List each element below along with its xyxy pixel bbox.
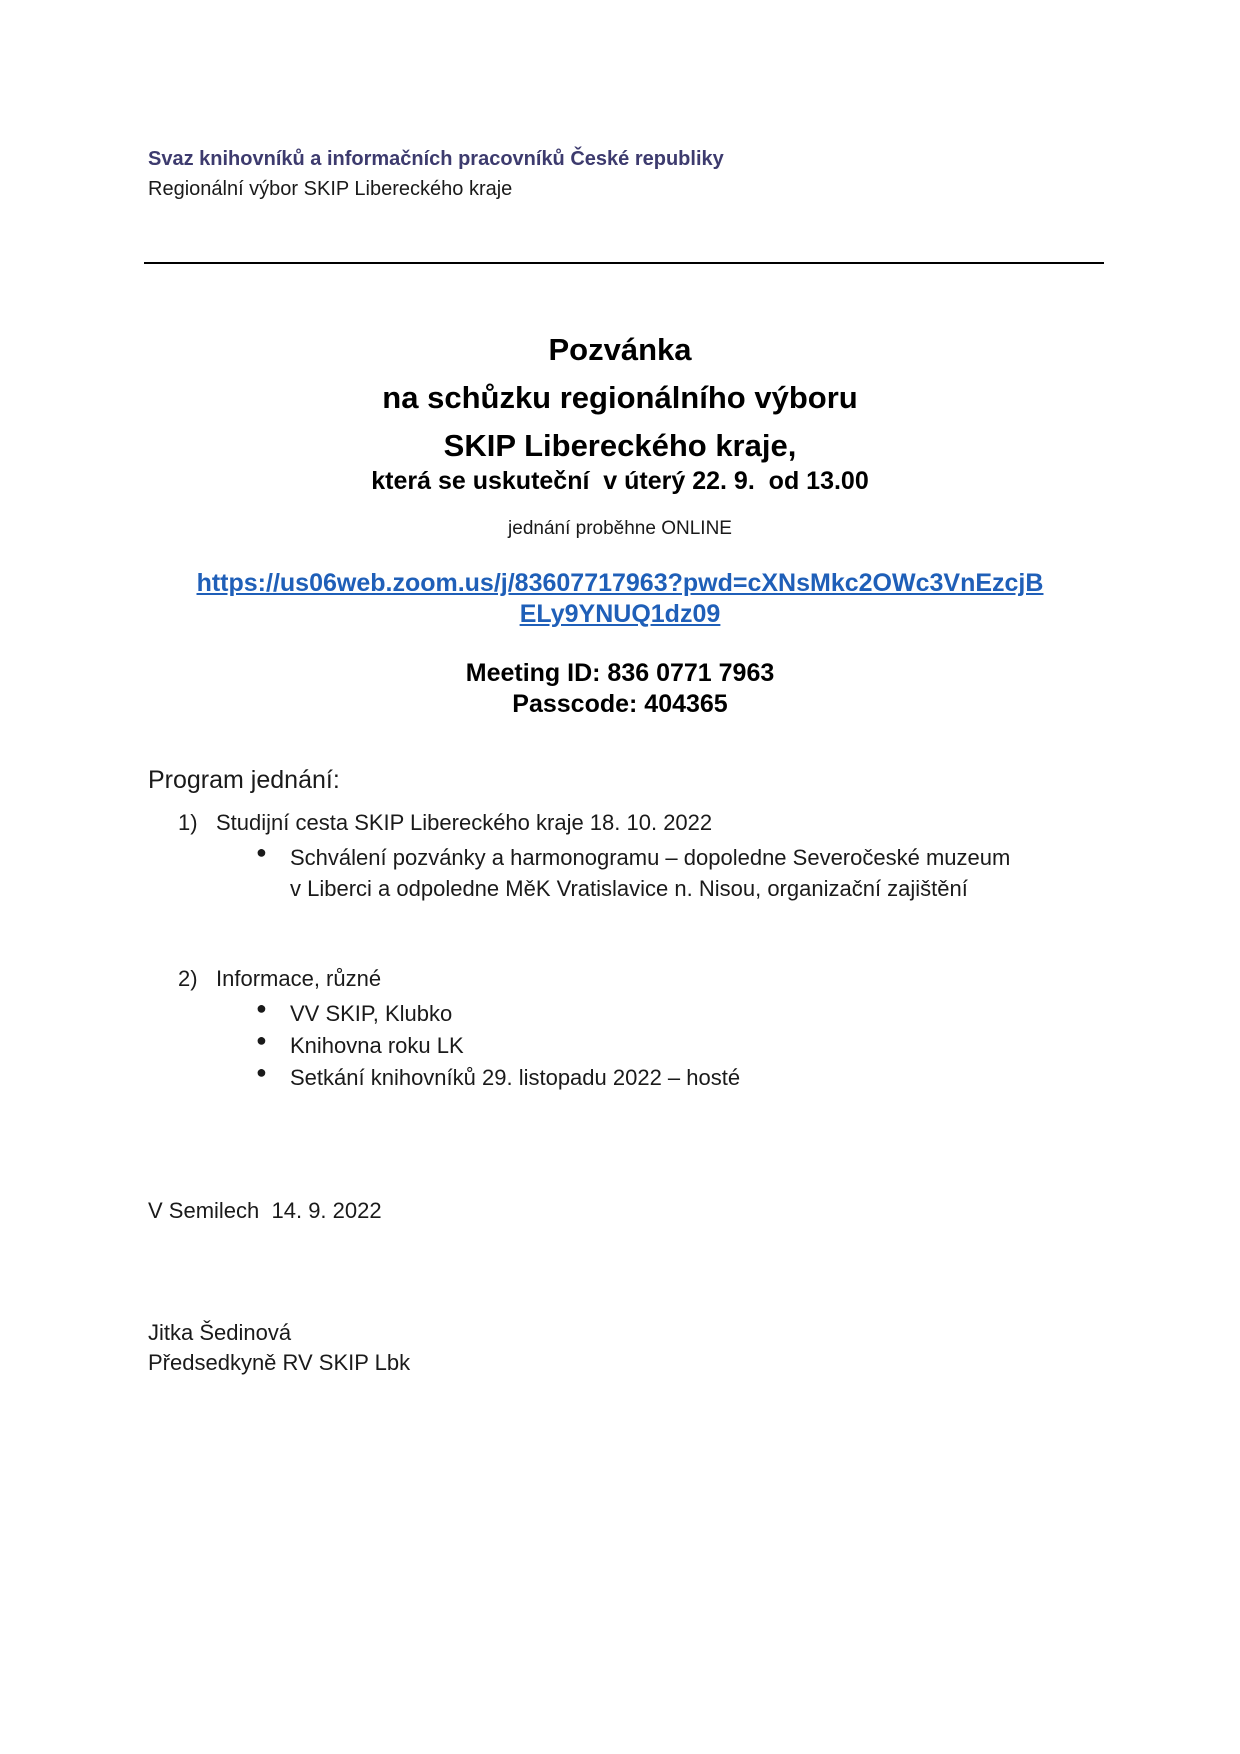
zoom-link-line-2[interactable]: ELy9YNUQ1dz09 [519,600,721,628]
invitation-title [0,326,1240,470]
item-text: Informace, různé [216,966,382,991]
org-name: Svaz knihovníků a informačních pracovníků České republiky [148,148,724,170]
bullet-icon: ● [256,1062,267,1082]
place-date: V Semilech 14. 9. 2022 [148,1198,382,1223]
zoom-link[interactable] [0,568,1240,630]
bullet-icon: ● [256,842,267,862]
item-number: 1) [178,810,198,835]
passcode: Passcode: 404365 [512,690,728,718]
title-line-1: Pozvánka [548,332,692,367]
bullet-text: Schválení pozvánky a harmonogramu – dopoledne Severočeské muzeum v Liberci a odpoledne MěK Vratislavice n. Nisou, organizační zajištění [290,845,1011,901]
program-heading: Program jednání: [148,766,340,794]
title-line-3: SKIP Libereckého kraje, [443,428,797,463]
bullet-text: Knihovna roku LK [290,1033,464,1058]
signature-role: Předsedkyně RV SKIP Lbk [148,1350,411,1375]
header-divider [144,262,1104,264]
meeting-id: Meeting ID: 836 0771 7963 [465,659,775,687]
bullet-icon: ● [256,998,267,1018]
item-number: 2) [178,966,198,991]
org-subtitle: Regionální výbor SKIP Libereckého kraje [148,178,513,200]
zoom-link-line-1[interactable]: https://us06web.zoom.us/j/83607717963?pwd=cXNsMkc2OWc3VnEzcjB [196,569,1044,597]
bullet-text: Setkání knihovníků 29. listopadu 2022 – hosté [290,1065,741,1090]
online-note: jednání proběhne ONLINE [508,518,732,539]
bullet-icon: ● [256,1030,267,1050]
bullet-text: VV SKIP, Klubko [290,1001,453,1026]
title-line-2: na schůzku regionálního výboru [382,380,858,415]
meeting-credentials [0,658,1240,720]
signature-name: Jitka Šedinová [148,1320,292,1345]
item-text: Studijní cesta SKIP Libereckého kraje 18. 10. 2022 [216,810,713,835]
meeting-date-time: která se uskuteční v úterý 22. 9. od 13.00 [371,467,869,495]
